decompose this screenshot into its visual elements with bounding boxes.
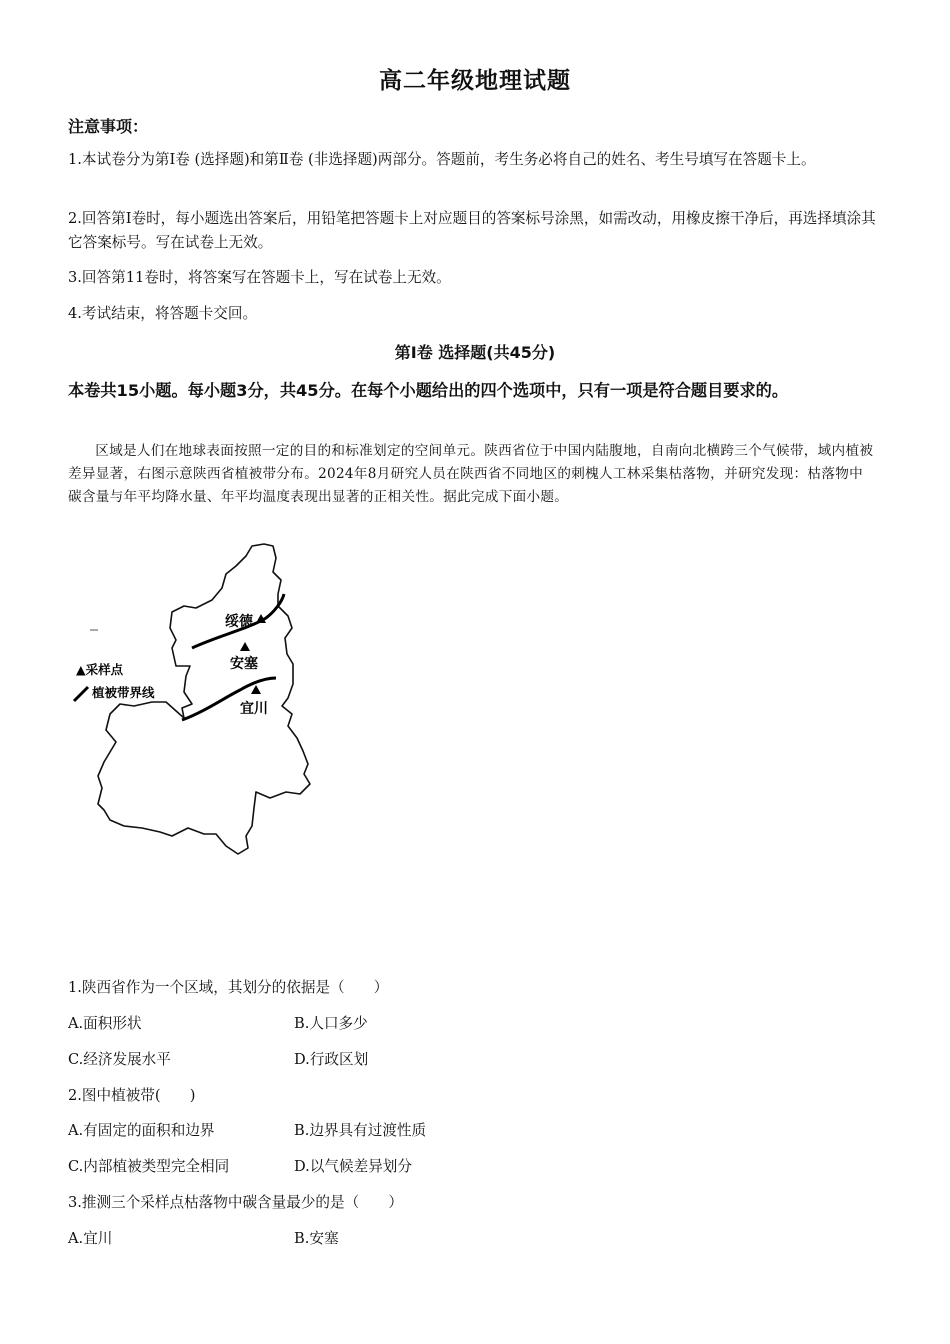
notice-heading: 注意事项： bbox=[68, 117, 149, 136]
page-title: 高二年级地理试题 bbox=[379, 68, 571, 94]
option: B.边界具有过渡性质 bbox=[294, 1122, 427, 1139]
shaanxi-vegetation-map bbox=[68, 536, 348, 866]
option: D.以气候差异划分 bbox=[294, 1158, 412, 1175]
notice-item: 2.回答第Ⅰ卷时，每小题选出答案后，用铅笔把答题卡上对应题目的答案标号涂黑，如需改动，用橡皮擦干净后，再选择填涂其它答案标号。写在试卷上无效。 bbox=[68, 210, 876, 251]
option: B.人口多少 bbox=[294, 1015, 368, 1032]
option: D.行政区划 bbox=[294, 1051, 369, 1068]
sample-point-yichuan bbox=[251, 685, 261, 694]
notice-item: 1.本试卷分为第Ⅰ卷 (选择题)和第Ⅱ卷 (非选择题)两部分。答题前，考生务必将自己的姓名、考生号填写在答题卡上。 bbox=[68, 151, 816, 168]
option: C.内部植被类型完全相同 bbox=[68, 1158, 230, 1175]
intro-paragraph: 区域是人们在地球表面按照一定的目的和标准划定的空间单元。陕西省位于中国内陆腹地，自南向北横跨三个气候带，域内植被差异显著，右图示意陕西省植被带分布。2024年8月研究人员在陕西省不同地区的刺槐人工林采集枯落物，并研究发现：枯落物中碳含量与年平均降水量、年平均温度表现出显著的正相关性。据此完成下面小题。 bbox=[68, 443, 874, 505]
question-stem: 2.图中植被带( ) bbox=[68, 1087, 196, 1104]
section-instruction: 本卷共15小题。每小题3分，共45分。在每个小题给出的四个选项中，只有一项是符合题目要求的。 bbox=[68, 381, 789, 400]
place-label-ansai: 安塞 bbox=[230, 656, 258, 672]
option: C.经济发展水平 bbox=[68, 1051, 171, 1068]
option: A.面积形状 bbox=[68, 1015, 142, 1032]
notice-item: 3.回答第11卷时，将答案写在答题卡上，写在试卷上无效。 bbox=[68, 269, 451, 286]
option: A.有固定的面积和边界 bbox=[68, 1122, 215, 1139]
question-stem: 1.陕西省作为一个区域，其划分的依据是（ ） bbox=[68, 979, 389, 996]
legend-boundary-line-icon bbox=[74, 687, 88, 701]
notice-item: 4.考试结束，将答题卡交回。 bbox=[68, 305, 258, 322]
option: B.安塞 bbox=[294, 1230, 339, 1247]
question-stem: 3.推测三个采样点枯落物中碳含量最少的是（ ） bbox=[68, 1194, 403, 1211]
legend-sample-point: ▲采样点 bbox=[76, 662, 124, 677]
legend-boundary-line: 植被带界线 bbox=[92, 685, 155, 700]
place-label-yichuan: 宜川 bbox=[240, 701, 268, 717]
place-label-suide: 绥德 bbox=[225, 614, 253, 630]
sample-point-ansai bbox=[240, 642, 250, 651]
option: A.宜川 bbox=[68, 1230, 113, 1247]
section-title: 第Ⅰ卷 选择题(共45分) bbox=[394, 343, 556, 362]
